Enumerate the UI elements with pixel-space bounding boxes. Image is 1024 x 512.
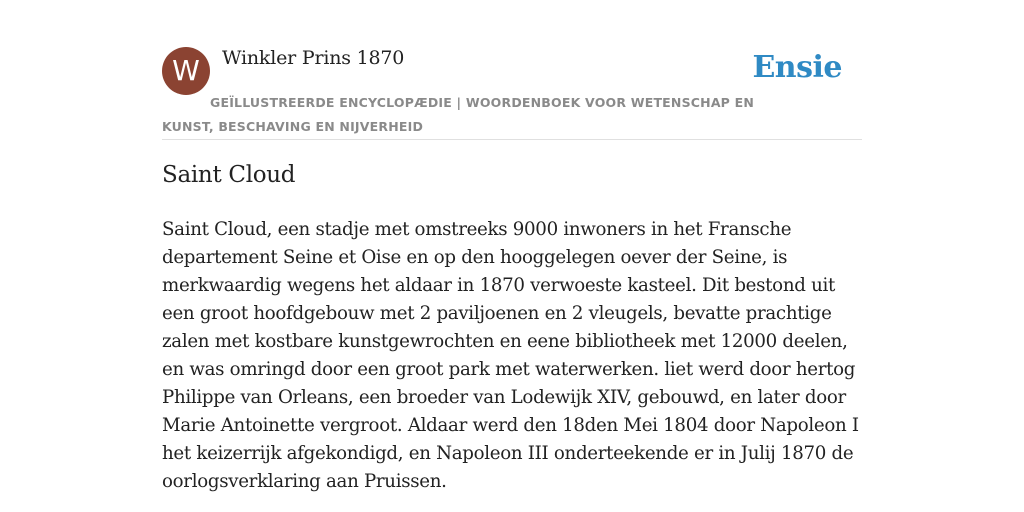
ensie-logo[interactable]: Ensie xyxy=(752,50,842,85)
entry-body: Saint Cloud, een stadje met omstreeks 9000 inwoners in het Fransche departement Seine et Oise en op den hooggelegen oever der Seine, is merkwaardig wegens het aldaar in 1870 verwoeste kasteel. Dit bestond uit een groot hoofdgebouw met 2 paviljoenen en 2 vleugels, bevatte prachtige zalen met kostbare kunstgewrochten en eene bibliotheek met 12000 deelen, en was omringd door een groot park met waterwerken. liet werd door hertog Philippe van Orleans, een broeder van Lodewijk XIV, gebouwd, en later door Marie Antoinette vergroot. Aldaar werd den 18den Mei 1804 door Napoleon I het keizerrijk afgekondigd, en Napoleon III onderteekende er in Julij 1870 de oorlogsverklaring aan Pruissen. xyxy=(162,219,859,492)
source-subtitle: GEÏLLUSTREERDE ENCYCLOPÆDIE | WOORDENBOEK VOOR WETENSCHAP EN KUNST, BESCHAVING EN NIJVERHEID xyxy=(162,95,755,134)
source-avatar[interactable]: W xyxy=(162,47,210,95)
entry-title: Saint Cloud xyxy=(162,162,296,188)
source-header xyxy=(162,44,862,140)
source-title-link[interactable]: Winkler Prins 1870 xyxy=(222,47,405,69)
